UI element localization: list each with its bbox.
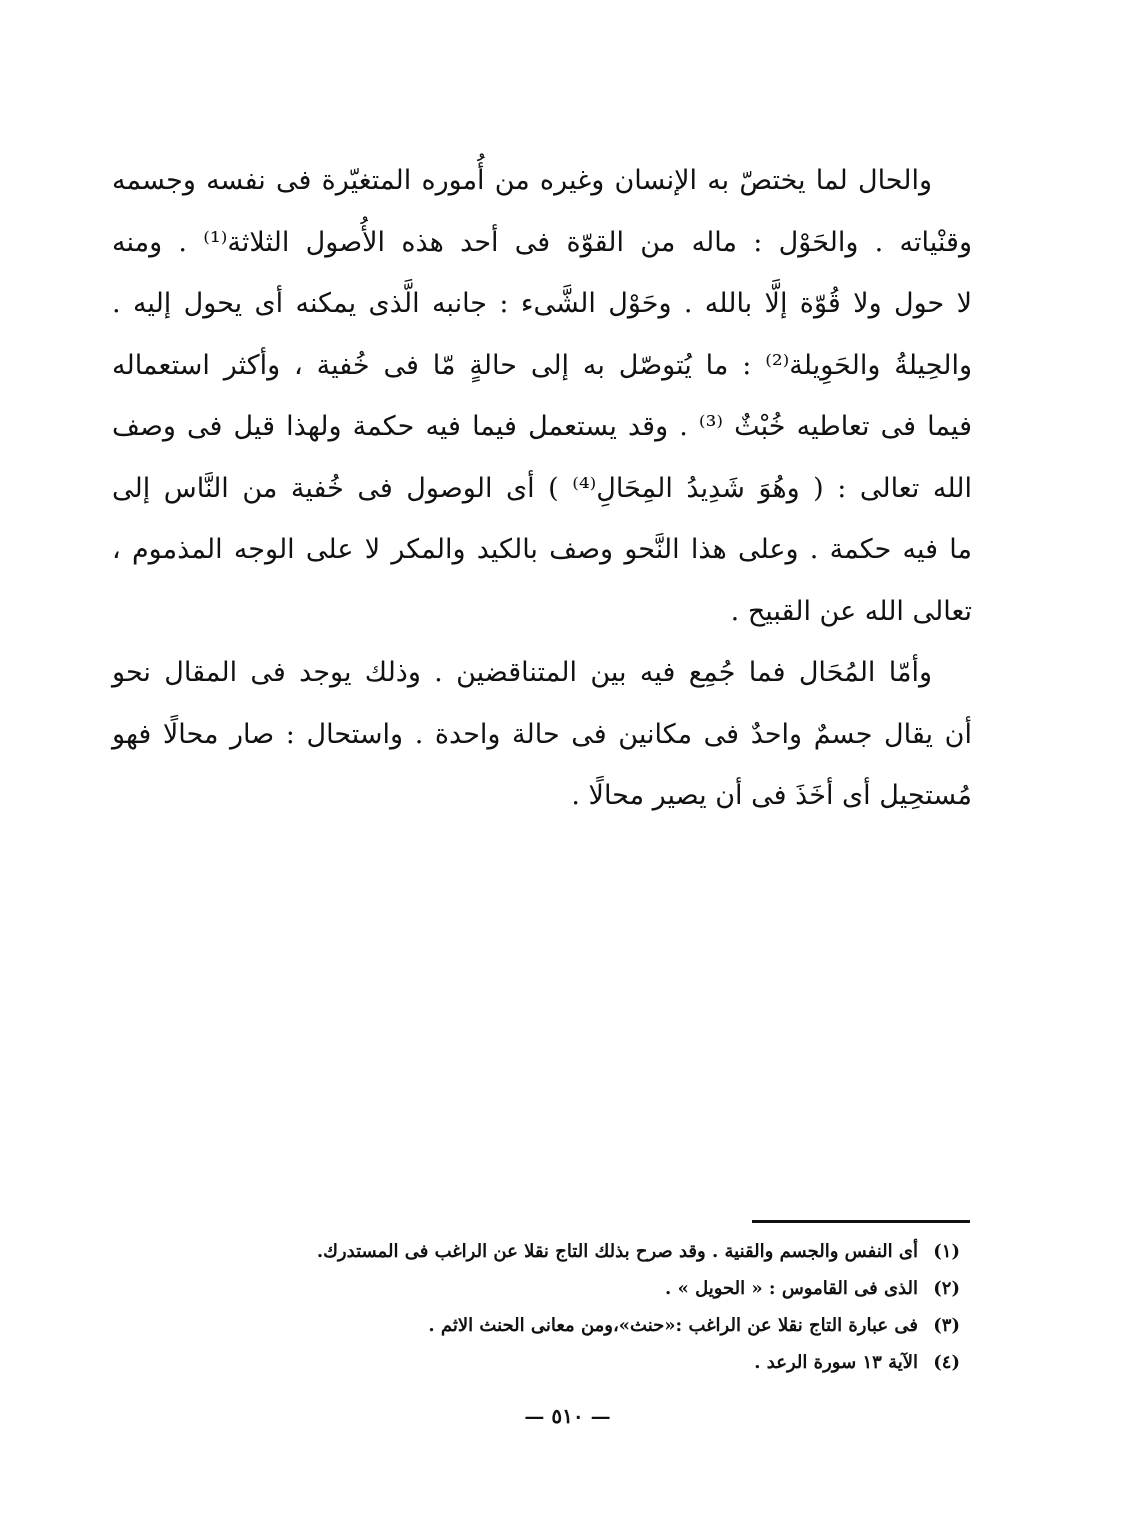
text-line: ما فيه حكمة . وعلى هذا النَّحو وصف بالكيد والمكر لا على الوجه المذموم ،: [112, 534, 972, 565]
footnote-separator: [752, 1220, 970, 1223]
footnote-text: الآية ١٣ سورة الرعد .: [754, 1352, 918, 1373]
footnote-text: الذى فى القاموس : « الحويل » .: [665, 1278, 918, 1299]
text-line: تعالى الله عن القبيح .: [730, 595, 972, 627]
footnote-number: (٢): [933, 1278, 960, 1299]
footnote-number: (٤): [933, 1352, 960, 1373]
text-line: الله تعالى : ( وهُوَ شَدِيدُ المِحَالِ⁽⁴⁾ ) أى الوصول فى خُفية من النَّاس إلى: [112, 472, 972, 504]
footnote-text: أى النفس والجسم والقنية . وقد صرح بذلك التاج نقلا عن الراغب فى المستدرك.: [316, 1241, 918, 1262]
text-line: والحال لما يختصّ به الإنسان وغيره من أُموره المتغيّرة فى نفسه وجسمه: [112, 165, 932, 196]
footnote-text: فى عبارة التاج نقلا عن الراغب :«حنث»،ومن معانى الحنث الاثم .: [428, 1315, 918, 1336]
text-line: لا حول ولا قُوّة إلَّا بالله . وحَوْل الشَّىء : جانبه الَّذى يمكنه أى يحول إليه .: [112, 288, 972, 319]
text-line: والحِيلةُ والحَوِيلة⁽²⁾ : ما يُتوصّل به إلى حالةٍ مّا فى خُفية ، وأكثر استعماله: [112, 349, 972, 381]
text-line: وقنْياته . والحَوْل : ماله من القوّة فى أحد هذه الأُصول الثلاثة⁽¹⁾ . ومنه: [112, 226, 972, 258]
text-line: مُستحِيل أى أخَذَ فى أن يصير محالًا .: [571, 780, 972, 811]
page-number: — ٥١٠ —: [524, 1404, 611, 1428]
footnote: [112, 1270, 960, 1307]
text-line: وأمّا المُحَال فما جُمِع فيه بين المتناقضين . وذلك يوجد فى المقال نحو: [112, 657, 932, 688]
footnotes: [112, 1233, 960, 1381]
paragraph-1: [112, 150, 972, 642]
footnote: [112, 1307, 960, 1344]
footnote-number: (١): [933, 1241, 960, 1262]
text-line: أن يقال جسمٌ واحدٌ فى مكانين فى حالة واحدة . واستحال : صار محالًا فهو: [112, 718, 972, 750]
paragraph-2: [112, 642, 972, 827]
footnote-number: (٣): [933, 1315, 960, 1336]
text-line: فيما فى تعاطيه خُبْثٌ ⁽³⁾ . وقد يستعمل فيما فيه حكمة ولهذا قيل فى وصف: [112, 411, 972, 442]
footnote: [112, 1344, 960, 1381]
main-text: [112, 150, 972, 827]
footnote: [112, 1233, 960, 1270]
